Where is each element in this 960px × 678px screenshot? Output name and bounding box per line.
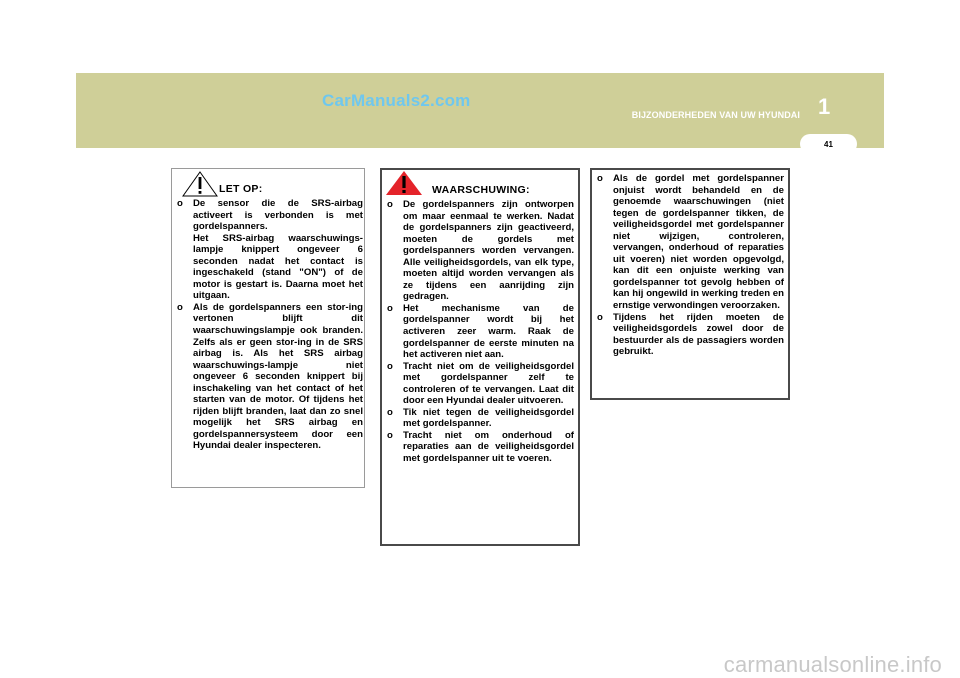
list-item-text: Tik niet tegen de veiligheidsgordel met gordelspanner. bbox=[403, 406, 574, 430]
list-item bbox=[387, 430, 574, 465]
warning-triangle-icon bbox=[385, 170, 423, 196]
bullet-marker: o bbox=[597, 311, 603, 323]
bullet-marker: o bbox=[387, 429, 393, 441]
warning-box bbox=[380, 168, 580, 546]
list-item bbox=[597, 312, 784, 358]
caution-triangle-icon bbox=[182, 171, 218, 197]
continued-list bbox=[597, 173, 784, 358]
list-item bbox=[177, 302, 363, 452]
chapter-number: 1 bbox=[818, 94, 831, 119]
list-item-text: De sensor die de SRS-airbag activeert is verbonden is met gordelspanners. Het SRS-airbag waarschuwings-lampje knippert ongeveer 6 seconden nadat het contact is ingeschakeld (stand "ON") of de motor is gestart is. Daarna moet het uitgaan. bbox=[193, 198, 363, 302]
site-watermark: carmanualsonline.info bbox=[723, 652, 942, 677]
bullet-marker: o bbox=[387, 302, 393, 314]
list-item-text: Als de gordelspanners een stor-ing vertonen blijft dit waarschuwingslampje ook branden. Zelfs als er geen stor-ing in de SRS airbag is. Als het SRS airbag waarschuwings-lampje niet ongeveer 6 seconden knippert bij inschakeling van het contact of het starten van de motor. Of tijdens het rijden blijft branden, laat dan zo snel mogelijk het SRS airbag en gordelspannersysteem door een Hyundai dealer inspecteren. bbox=[193, 301, 363, 452]
bullet-marker: o bbox=[387, 406, 393, 418]
list-item bbox=[177, 198, 363, 302]
list-item bbox=[387, 303, 574, 361]
page-number: 41 bbox=[824, 140, 833, 149]
list-item-text: Tracht niet om de veiligheidsgordel met gordelspanner zelf te controleren of te vervangen. Laat dit door een Hyundai dealer uitvoeren. bbox=[403, 360, 574, 407]
bullet-marker: o bbox=[597, 173, 603, 184]
list-item-text: De gordelspanners zijn ontworpen om maar eenmaal te werken. Nadat de gordelspanners zijn geactiveerd, moeten de gordels met gordelspanners worden vervangen. Alle veiligheidsgordels, van elk type, moeten altijd worden vervangen als ze tijdens een aanrijding zijn gedragen. bbox=[403, 199, 574, 303]
bullet-marker: o bbox=[387, 360, 393, 372]
caution-box bbox=[171, 168, 365, 488]
bullet-marker: o bbox=[387, 199, 393, 210]
caution-list bbox=[177, 198, 363, 452]
bullet-marker: o bbox=[177, 198, 183, 209]
list-item-text: Als de gordel met gordelspanner onjuist wordt behandeld en de genoemde waarschuwingen (niet tegen de gordelspanner tikken, de veiligheidsgordel met gordelspanner niet wijzigen, controleren, vervangen, onderhoud of reparaties uit voeren) niet worden opgevolgd, kan dit een onjuiste werking van gordelspanner tot gevolg hebben of kan hij ongewild in werking treden en ernstige verwondingen veroorzaken. bbox=[613, 173, 784, 312]
bullet-marker: o bbox=[177, 301, 183, 313]
list-item bbox=[387, 199, 574, 303]
continued-warning-box bbox=[590, 168, 790, 400]
list-item-text: Tijdens het rijden moeten de veiligheidsgordels zowel door de bestuurder als de passagiers worden gebruikt. bbox=[613, 311, 784, 358]
list-item-text: Tracht niet om onderhoud of reparaties aan de veiligheidsgordel met gordelspanner uit te voeren. bbox=[403, 429, 574, 465]
list-item bbox=[597, 173, 784, 312]
warning-title: WAARSCHUWING: bbox=[432, 184, 530, 196]
caution-title: LET OP: bbox=[219, 183, 263, 195]
list-item bbox=[387, 361, 574, 407]
list-item-text: Het mechanisme van de gordelspanner wordt bij het activeren zeer warm. Raak de gordelspanner de eerste minuten na het activeren niet aan. bbox=[403, 302, 574, 361]
warning-list bbox=[387, 199, 574, 465]
brand-watermark: CarManuals2.com bbox=[322, 91, 471, 110]
list-item bbox=[387, 407, 574, 430]
chapter-title: BIJZONDERHEDEN VAN UW HYUNDAI bbox=[631, 110, 800, 120]
